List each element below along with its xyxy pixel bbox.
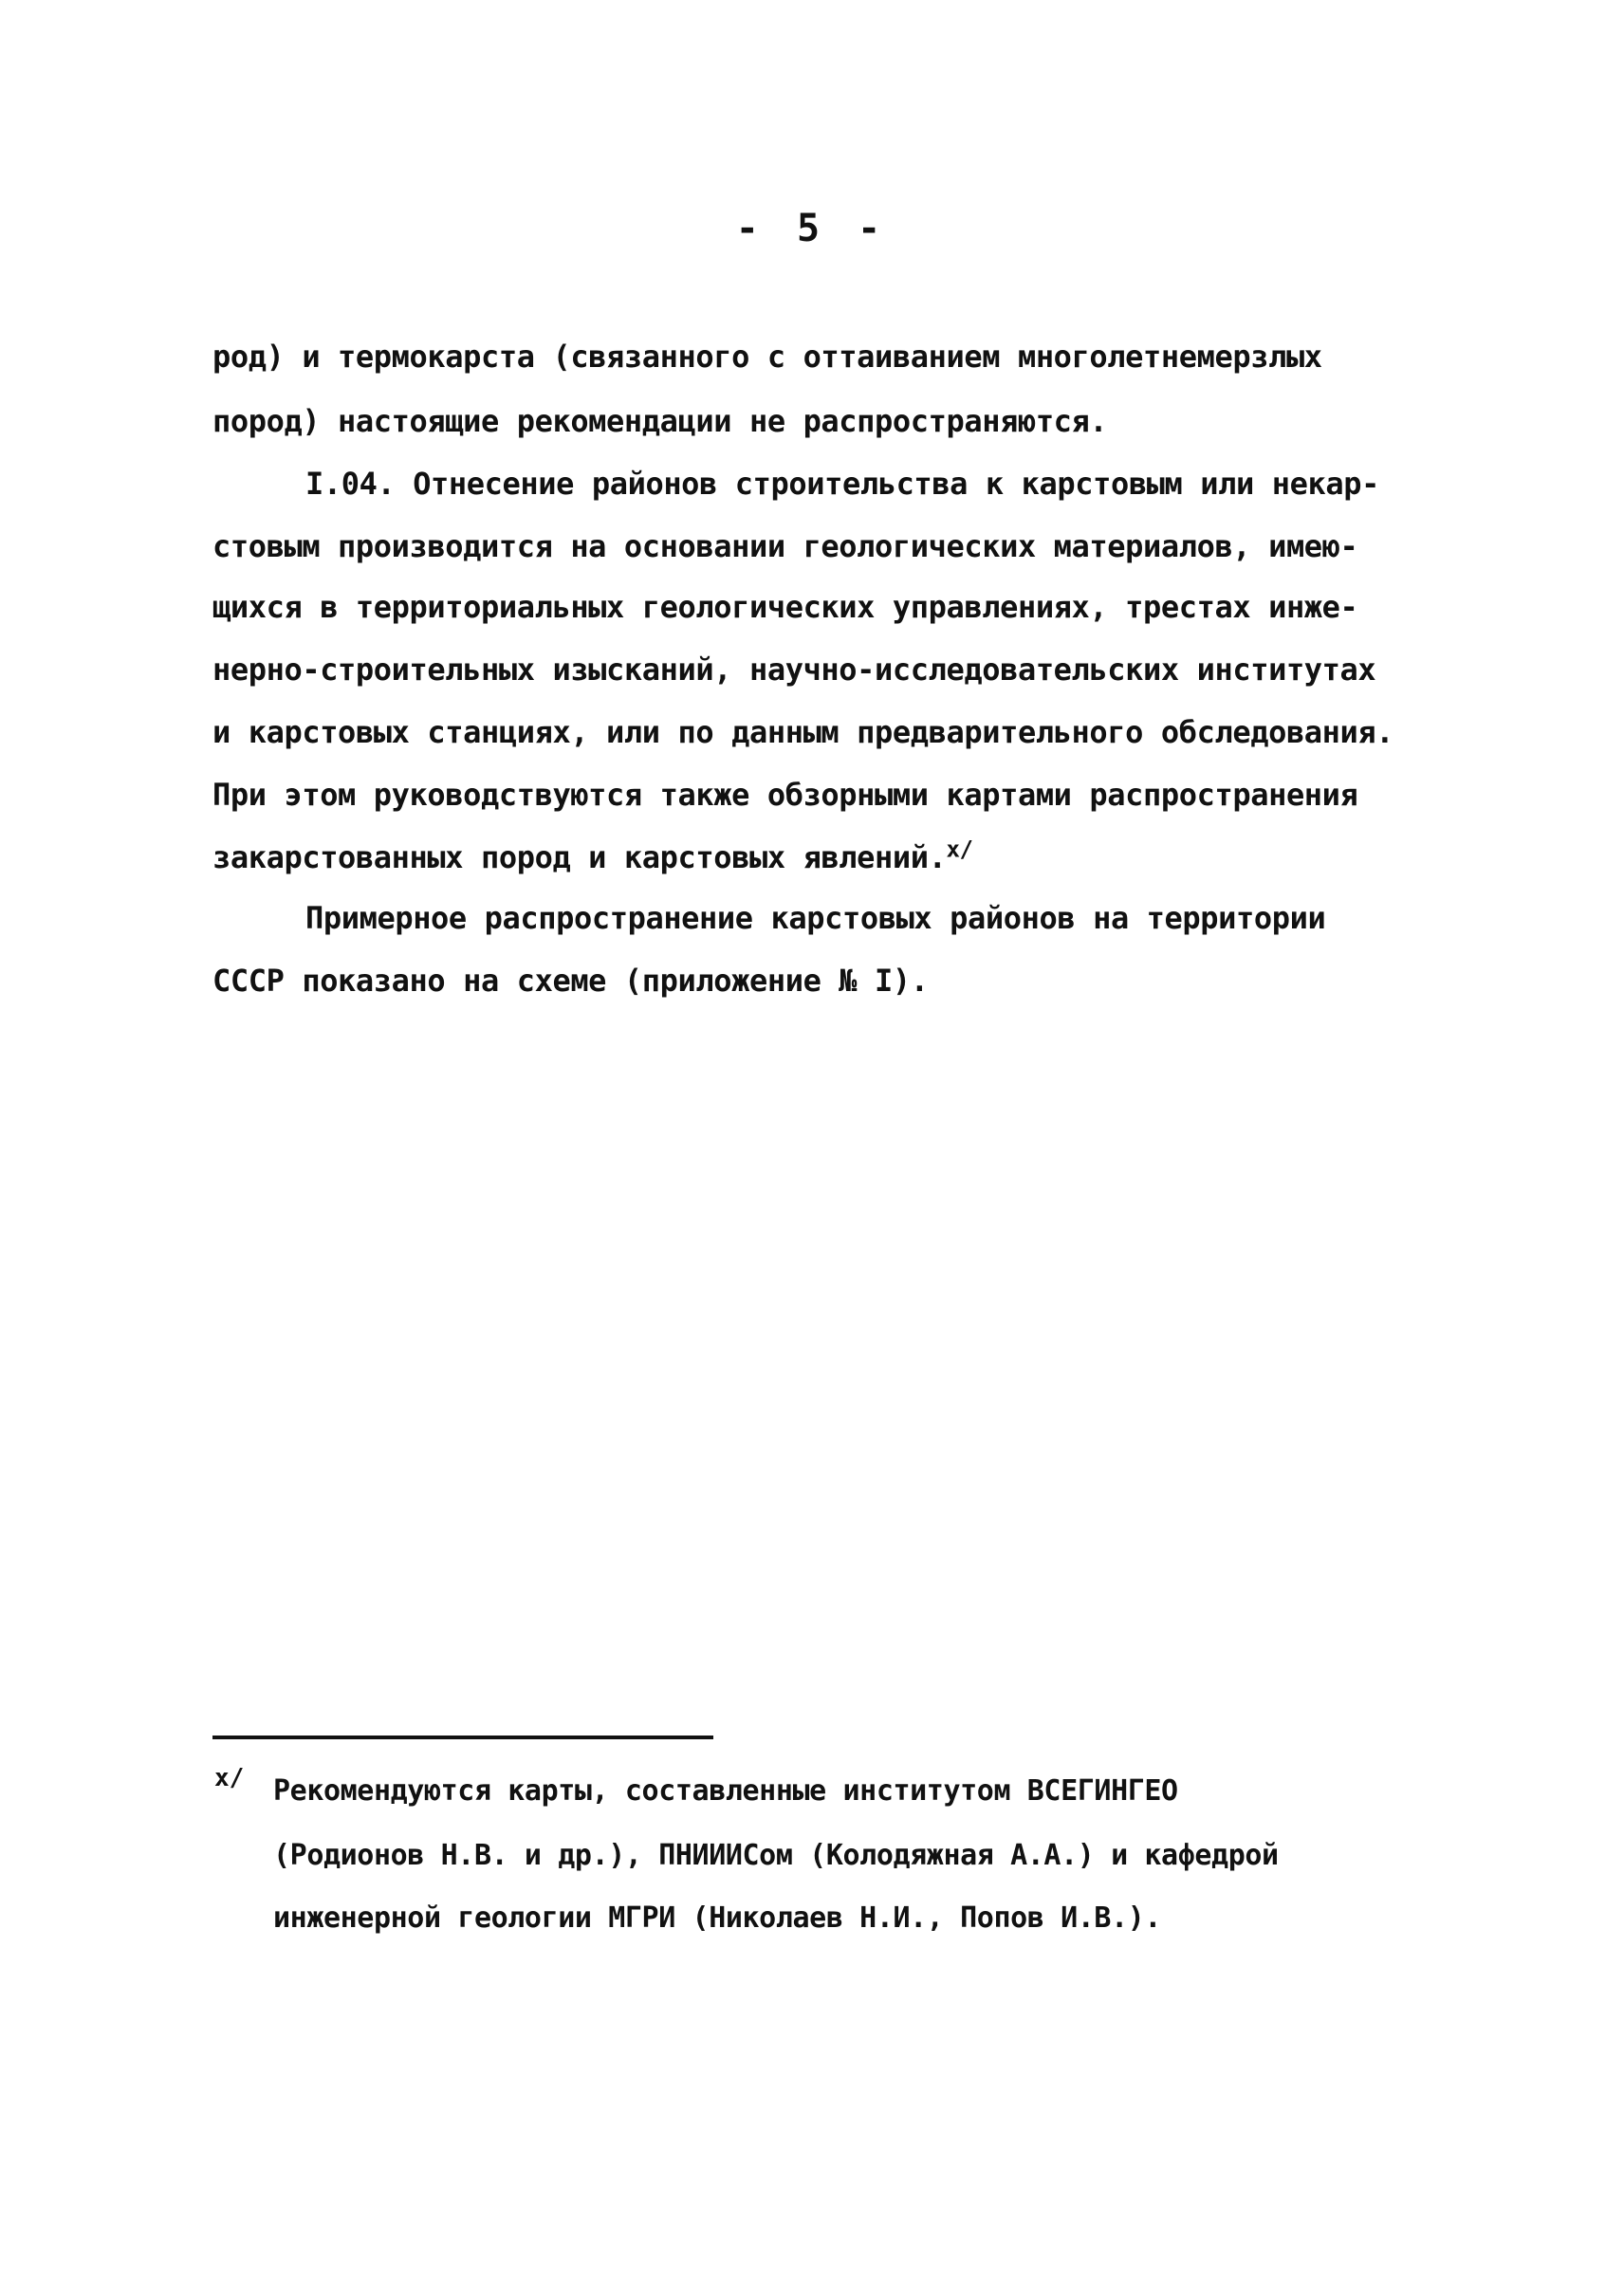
page-number: - 5 - bbox=[735, 207, 889, 250]
body-line-9-text: закарстованных пород и карстовых явлений. bbox=[212, 839, 947, 875]
footnote-reference: x/ bbox=[946, 836, 973, 863]
body-line-10: Примерное распространение карстовых районов на территории bbox=[305, 900, 1326, 936]
body-line-4: стовым производится на основании геологических материалов, имею- bbox=[212, 528, 1358, 564]
body-line-8: При этом руководствуются также обзорными картами распространения bbox=[212, 777, 1358, 813]
body-line-5: щихся в территориальных геологических управлениях, трестах инже- bbox=[212, 589, 1358, 625]
body-line-3: I.04. Отнесение районов строительства к карстовым или некар- bbox=[305, 466, 1379, 502]
footnote-line-1: Рекомендуются карты, составленные институтом ВСЕГИНГЕО bbox=[273, 1774, 1178, 1808]
footnote-mark: x/ bbox=[214, 1764, 245, 1792]
footnote-separator bbox=[212, 1736, 713, 1739]
body-line-6: нерно-строительных изысканий, научно-исследовательских институтах bbox=[212, 652, 1376, 688]
body-line-9 bbox=[212, 838, 973, 876]
body-line-1: род) и термокарста (связанного с оттаиванием многолетнемерзлых bbox=[212, 339, 1322, 375]
body-line-2: пород) настоящие рекомендации не распространяются. bbox=[212, 403, 1108, 439]
footnote-line-3: инженерной геологии МГРИ (Николаев Н.И., Попов И.В.). bbox=[273, 1901, 1162, 1935]
body-line-7: и карстовых станциях, или по данным предварительного обследования. bbox=[212, 714, 1394, 750]
body-line-11: СССР показано на схеме (приложение № I). bbox=[212, 963, 929, 999]
footnote-line-2: (Родионов Н.В. и др.), ПНИИИСом (Колодяжная А.А.) и кафедрой bbox=[273, 1839, 1279, 1872]
